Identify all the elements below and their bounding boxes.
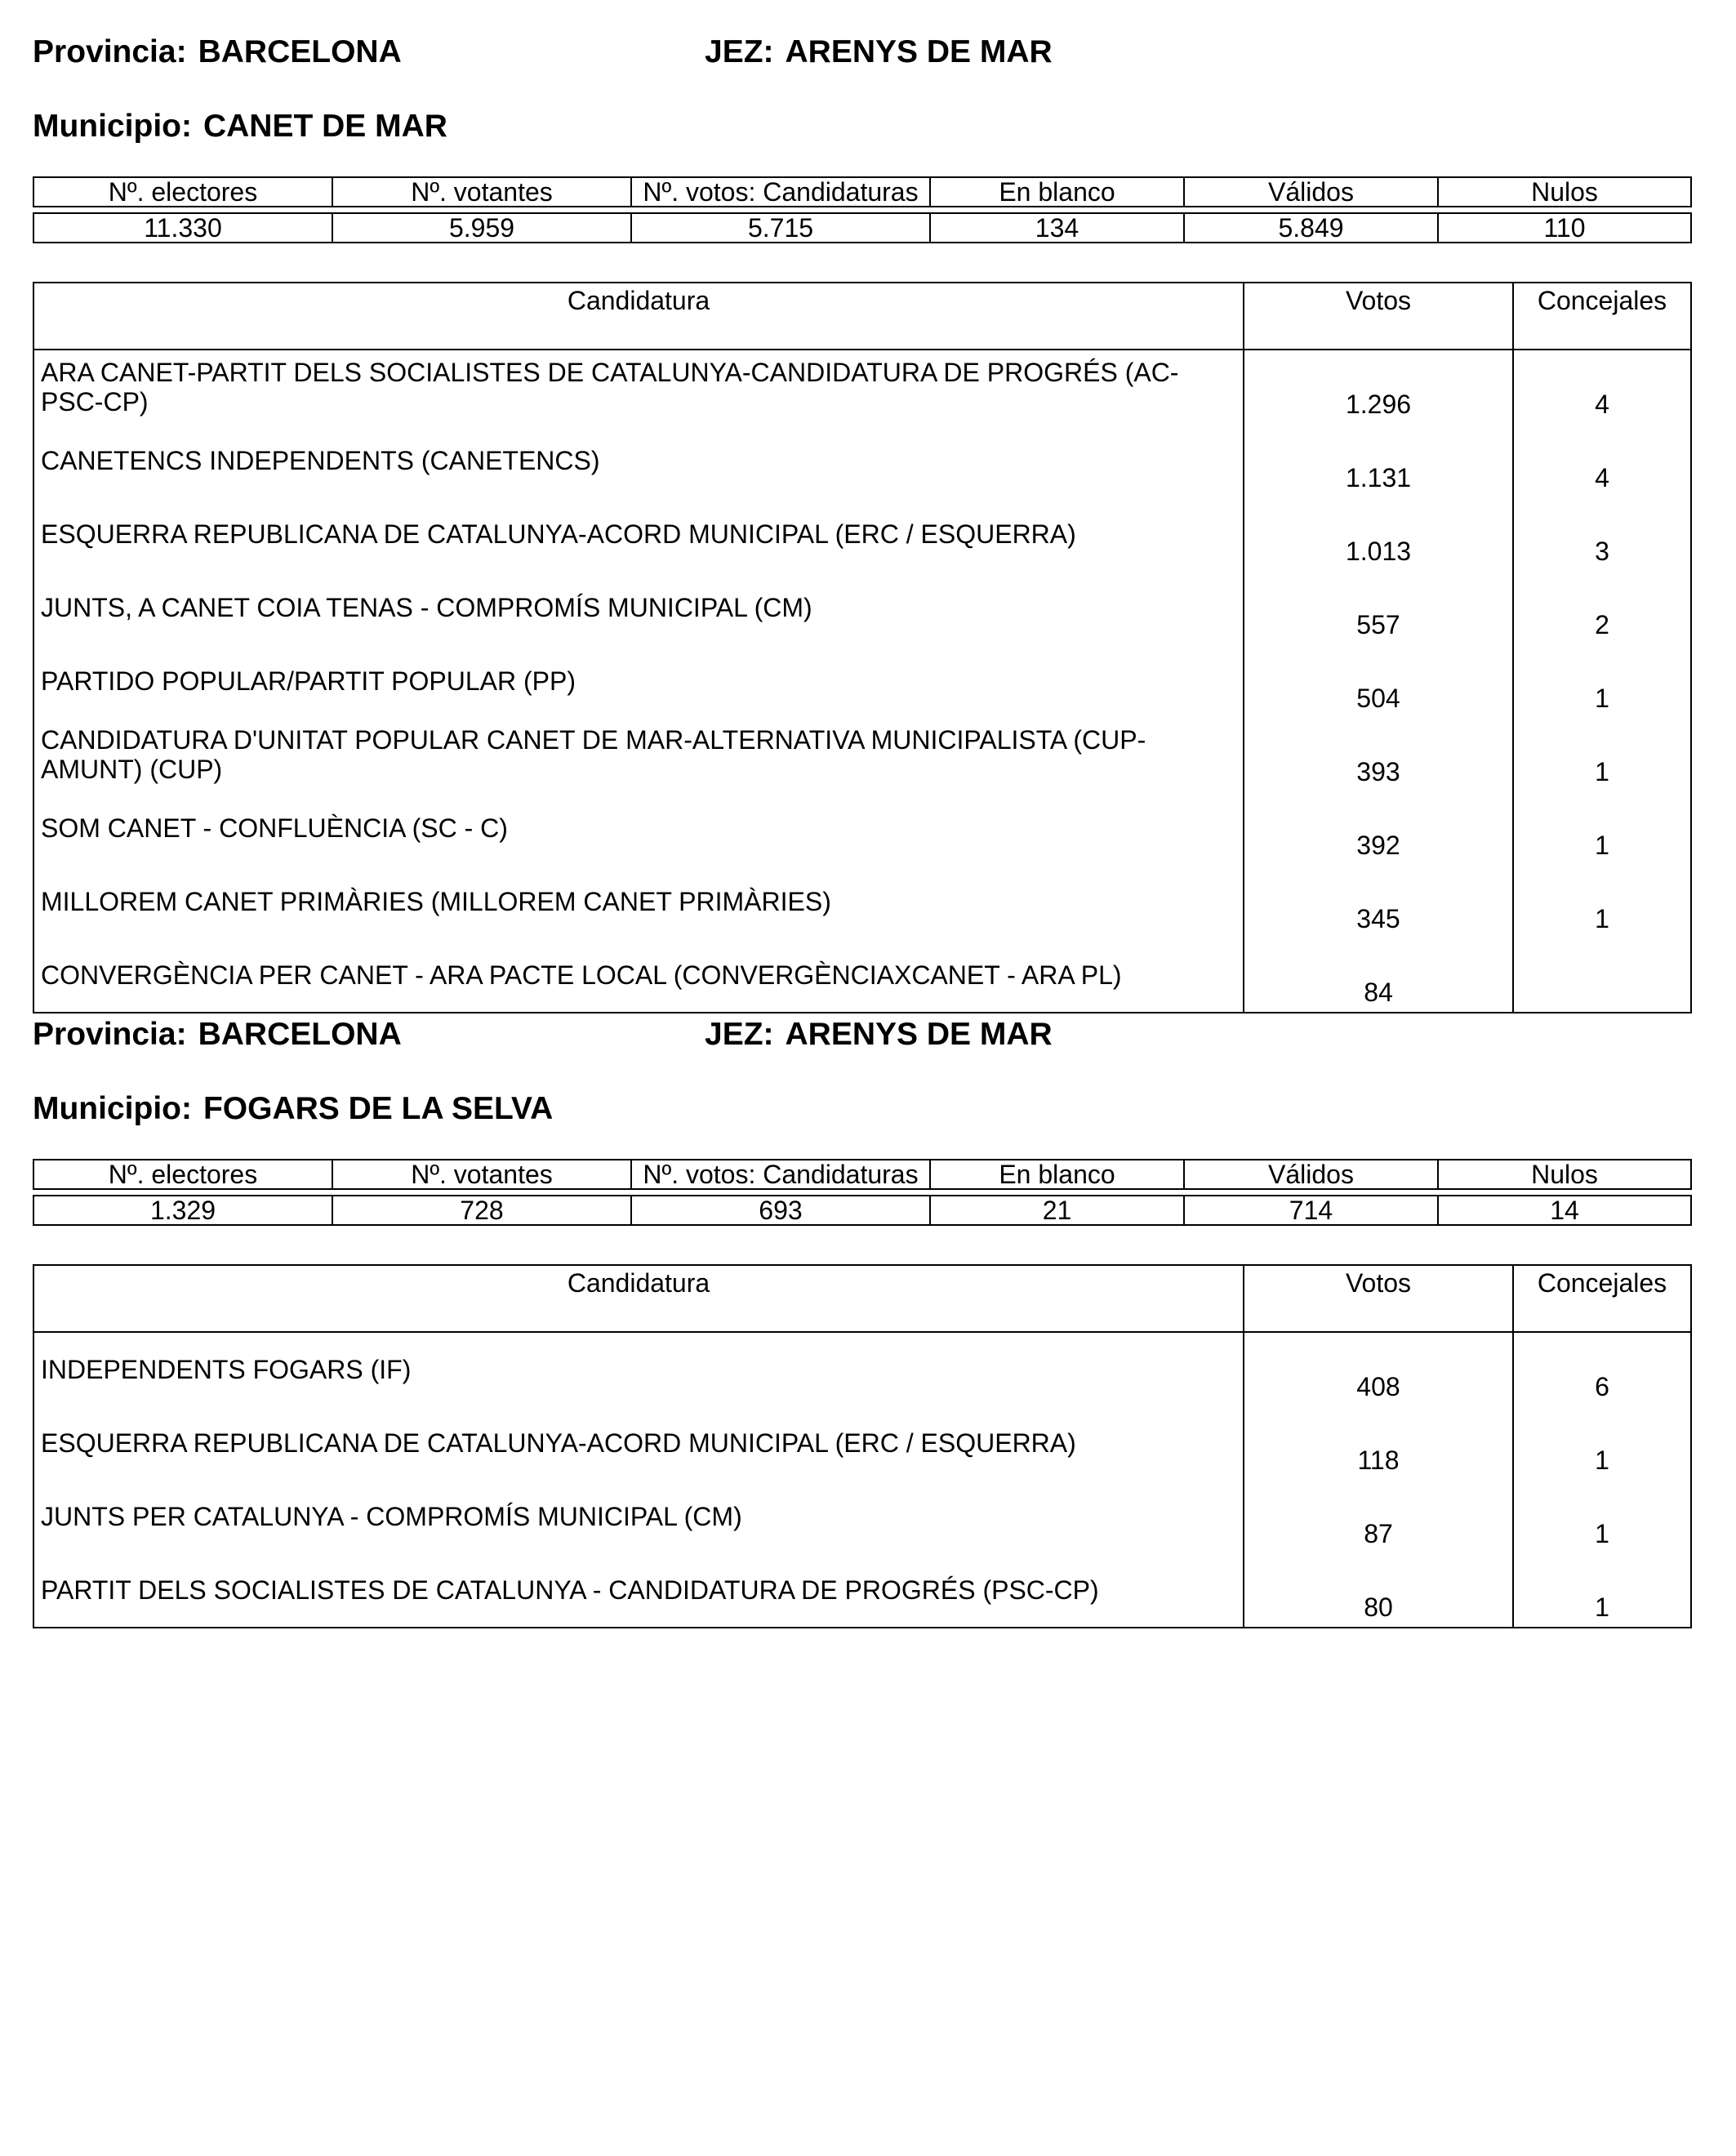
- summary-header-cell: Nulos: [1438, 1160, 1691, 1189]
- concejales-value: 3: [1513, 497, 1691, 571]
- summary-spacer: [33, 1189, 1691, 1196]
- municipio-section-fogars: [33, 982, 1690, 1636]
- results-header-votos: Votos: [1244, 283, 1513, 350]
- summary-table: [33, 176, 1692, 243]
- summary-value-cell: 728: [332, 1196, 631, 1225]
- summary-value-row: [33, 213, 1691, 243]
- summary-header-cell: Nº. votantes: [332, 1160, 631, 1189]
- summary-value-cell: 14: [1438, 1196, 1691, 1225]
- concejales-value: 1: [1513, 718, 1691, 791]
- municipio-heading: [33, 110, 447, 142]
- votos-value: 557: [1244, 571, 1513, 644]
- votos-value: 80: [1244, 1553, 1513, 1628]
- results-header-votos: Votos: [1244, 1265, 1513, 1332]
- results-table: [33, 282, 1692, 1013]
- municipio-value: CANET DE MAR: [203, 109, 447, 144]
- summary-value-cell: 21: [930, 1196, 1184, 1225]
- results-table: [33, 1264, 1692, 1628]
- table-row: [33, 497, 1691, 571]
- results-header-row: [33, 1265, 1691, 1332]
- provincia-value: BARCELONA: [198, 1017, 402, 1052]
- concejales-value: 1: [1513, 1480, 1691, 1553]
- candidatura-name: PARTIT DELS SOCIALISTES DE CATALUNYA - CANDIDATURA DE PROGRÉS (PSC-CP): [33, 1553, 1244, 1628]
- summary-header-cell: Nº. electores: [33, 177, 332, 207]
- concejales-value: 1: [1513, 865, 1691, 938]
- results-header-candidatura: Candidatura: [33, 1265, 1244, 1332]
- summary-header-cell: En blanco: [930, 177, 1184, 207]
- summary-value-cell: 5.959: [332, 213, 631, 243]
- summary-header-cell: Nulos: [1438, 177, 1691, 207]
- concejales-value: 1: [1513, 791, 1691, 865]
- jez-value: ARENYS DE MAR: [785, 34, 1053, 69]
- table-row: [33, 1480, 1691, 1553]
- candidatura-name: CONVERGÈNCIA PER CANET - ARA PACTE LOCAL (CONVERGÈNCIAXCANET - ARA PL): [33, 938, 1244, 1013]
- jez-label: JEZ:: [705, 1017, 774, 1052]
- summary-value-cell: 110: [1438, 213, 1691, 243]
- municipio-label: Municipio:: [33, 1091, 192, 1126]
- candidatura-name: JUNTS PER CATALUNYA - COMPROMÍS MUNICIPAL (CM): [33, 1480, 1244, 1553]
- summary-table: [33, 1159, 1692, 1226]
- municipio-heading: [33, 1093, 553, 1125]
- votos-value: 392: [1244, 791, 1513, 865]
- votos-value: 408: [1244, 1332, 1513, 1406]
- results-header-concejales: Concejales: [1513, 283, 1691, 350]
- candidatura-name: SOM CANET - CONFLUÈNCIA (SC - C): [33, 791, 1244, 865]
- candidatura-name: ESQUERRA REPUBLICANA DE CATALUNYA-ACORD MUNICIPAL (ERC / ESQUERRA): [33, 1406, 1244, 1480]
- concejales-value: 1: [1513, 1553, 1691, 1628]
- votos-value: 504: [1244, 644, 1513, 718]
- table-row: [33, 718, 1691, 791]
- jez-heading: [705, 1018, 1053, 1050]
- summary-value-cell: 11.330: [33, 213, 332, 243]
- concejales-value: 1: [1513, 644, 1691, 718]
- results-header-concejales: Concejales: [1513, 1265, 1691, 1332]
- summary-spacer: [33, 207, 1691, 213]
- summary-header-cell: Nº. electores: [33, 1160, 332, 1189]
- summary-header-row: [33, 1160, 1691, 1189]
- jez-label: JEZ:: [705, 34, 774, 69]
- votos-value: 1.296: [1244, 350, 1513, 424]
- summary-header-row: [33, 177, 1691, 207]
- concejales-value: 1: [1513, 1406, 1691, 1480]
- candidatura-name: PARTIDO POPULAR/PARTIT POPULAR (PP): [33, 644, 1244, 718]
- results-header-row: [33, 283, 1691, 350]
- table-row: [33, 1406, 1691, 1480]
- provincia-value: BARCELONA: [198, 34, 402, 69]
- candidatura-name: INDEPENDENTS FOGARS (IF): [33, 1332, 1244, 1406]
- table-row: [33, 1553, 1691, 1628]
- summary-value-cell: 5.715: [631, 213, 930, 243]
- votos-value: 393: [1244, 718, 1513, 791]
- summary-header-cell: Nº. votantes: [332, 177, 631, 207]
- concejales-value: 4: [1513, 350, 1691, 424]
- candidatura-name: JUNTS, A CANET COIA TENAS - COMPROMÍS MUNICIPAL (CM): [33, 571, 1244, 644]
- jez-value: ARENYS DE MAR: [785, 1017, 1053, 1052]
- summary-value-cell: 134: [930, 213, 1184, 243]
- provincia-label: Provincia:: [33, 1017, 187, 1052]
- provincia-label: Provincia:: [33, 34, 187, 69]
- concejales-value: 2: [1513, 571, 1691, 644]
- candidatura-name: MILLOREM CANET PRIMÀRIES (MILLOREM CANET PRIMÀRIES): [33, 865, 1244, 938]
- results-header-candidatura: Candidatura: [33, 283, 1244, 350]
- votos-value: 1.013: [1244, 497, 1513, 571]
- provincia-heading: [33, 1018, 402, 1050]
- summary-header-cell: Nº. votos: Candidaturas: [631, 1160, 930, 1189]
- votos-value: 345: [1244, 865, 1513, 938]
- votos-value: 118: [1244, 1406, 1513, 1480]
- votos-value: 1.131: [1244, 424, 1513, 497]
- table-row: [33, 424, 1691, 497]
- concejales-value: 4: [1513, 424, 1691, 497]
- candidatura-name: CANETENCS INDEPENDENTS (CANETENCS): [33, 424, 1244, 497]
- summary-value-row: [33, 1196, 1691, 1225]
- candidatura-name: CANDIDATURA D'UNITAT POPULAR CANET DE MAR-ALTERNATIVA MUNICIPALISTA (CUP-AMUNT) (CUP): [33, 718, 1244, 791]
- summary-value-cell: 714: [1184, 1196, 1438, 1225]
- summary-header-cell: En blanco: [930, 1160, 1184, 1189]
- summary-header-cell: Válidos: [1184, 177, 1438, 207]
- table-row: [33, 1332, 1691, 1406]
- table-row: [33, 791, 1691, 865]
- summary-header-cell: Nº. votos: Candidaturas: [631, 177, 930, 207]
- table-row: [33, 865, 1691, 938]
- municipio-section-canet: [33, 0, 1690, 1007]
- summary-value-cell: 693: [631, 1196, 930, 1225]
- summary-value-cell: 1.329: [33, 1196, 332, 1225]
- candidatura-name: ESQUERRA REPUBLICANA DE CATALUNYA-ACORD MUNICIPAL (ERC / ESQUERRA): [33, 497, 1244, 571]
- summary-header-cell: Válidos: [1184, 1160, 1438, 1189]
- municipio-label: Municipio:: [33, 109, 192, 144]
- summary-value-cell: 5.849: [1184, 213, 1438, 243]
- provincia-heading: [33, 36, 402, 68]
- table-row: [33, 644, 1691, 718]
- table-row: [33, 350, 1691, 424]
- votos-value: 84: [1244, 938, 1513, 1013]
- municipio-value: FOGARS DE LA SELVA: [203, 1091, 554, 1126]
- candidatura-name: ARA CANET-PARTIT DELS SOCIALISTES DE CATALUNYA-CANDIDATURA DE PROGRÉS (AC-PSC-CP): [33, 350, 1244, 424]
- votos-value: 87: [1244, 1480, 1513, 1553]
- concejales-value: 6: [1513, 1332, 1691, 1406]
- jez-heading: [705, 36, 1053, 68]
- table-row: [33, 571, 1691, 644]
